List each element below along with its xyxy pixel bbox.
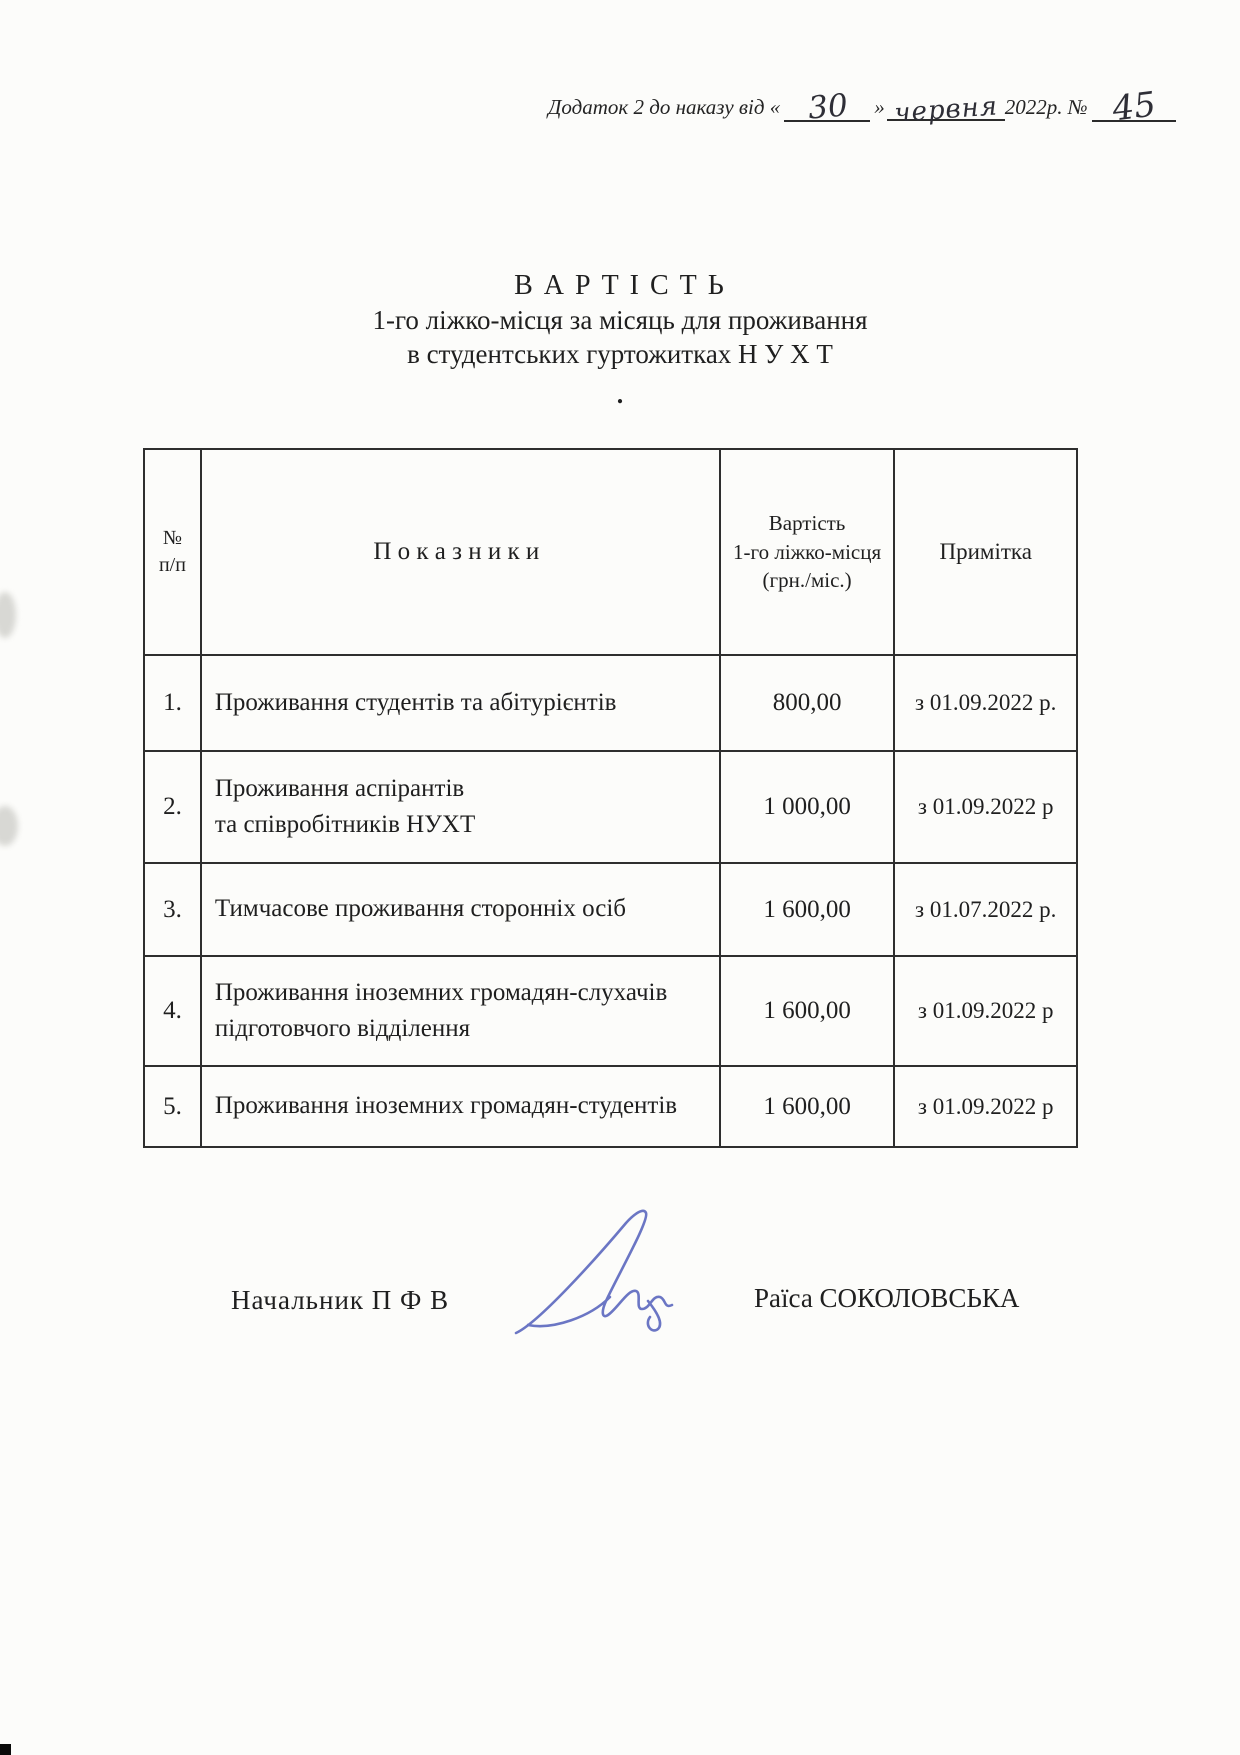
document-title-block bbox=[0, 268, 1240, 412]
appendix-no-label: № bbox=[1067, 95, 1088, 119]
row-indicator-cell bbox=[202, 864, 721, 955]
document-subtitle-line1: 1-го ліжко-місця за місяць для проживання bbox=[372, 305, 868, 336]
row-number-cell bbox=[145, 1067, 202, 1146]
row-cost-cell bbox=[721, 1067, 896, 1146]
header-cell-indicators bbox=[202, 450, 721, 654]
row-cost: 1 600,00 bbox=[763, 895, 851, 923]
signer-name: Раїса СОКОЛОВСЬКА bbox=[754, 1283, 1020, 1313]
row-cost: 1 600,00 bbox=[763, 1092, 851, 1120]
row-cost-cell bbox=[721, 752, 896, 862]
row-cost: 1 000,00 bbox=[763, 793, 851, 820]
row-note: з 01.09.2022 р bbox=[917, 998, 1054, 1023]
appendix-prefix: Додаток 2 до наказу від « bbox=[548, 95, 781, 119]
row-indicator-line1: Тимчасове проживання сторонніх осіб bbox=[214, 895, 627, 923]
row-indicator-cell bbox=[202, 1067, 721, 1146]
row-indicator-line2: підготовчого відділення bbox=[214, 1015, 471, 1042]
scan-smudge bbox=[0, 592, 16, 638]
header-cost-line3: (грн./міс.) bbox=[762, 568, 852, 593]
row-note-cell bbox=[895, 957, 1076, 1065]
row-indicator-cell bbox=[202, 656, 721, 750]
row-number: 5. bbox=[163, 1092, 182, 1120]
header-number-line1: № bbox=[162, 527, 182, 549]
handwritten-month: червня bbox=[893, 91, 999, 129]
row-note: з 01.09.2022 р bbox=[917, 1093, 1054, 1119]
signature-ink-icon bbox=[498, 1205, 688, 1350]
pricing-table bbox=[143, 448, 1078, 1148]
row-note: з 01.07.2022 р. bbox=[915, 896, 1057, 922]
signature bbox=[498, 1205, 688, 1350]
row-number-cell bbox=[145, 656, 202, 750]
row-cost-cell bbox=[721, 864, 896, 955]
row-indicator-line1: Проживання іноземних громадян-слухачів bbox=[214, 978, 668, 1006]
row-number: 2. bbox=[163, 793, 182, 820]
handwritten-month-blank bbox=[887, 91, 1005, 129]
header-indicators-label: П о к а з н и к и bbox=[373, 538, 540, 566]
handwritten-day: 30 bbox=[806, 87, 849, 127]
handwritten-day-blank bbox=[784, 87, 870, 127]
row-number: 1. bbox=[163, 689, 182, 716]
row-indicator-line1: Проживання студентів та абітурієнтів bbox=[214, 688, 617, 716]
scan-corner-mark bbox=[0, 1744, 11, 1755]
table-row bbox=[145, 864, 1076, 957]
row-cost-cell bbox=[721, 957, 896, 1065]
header-cost-line1: Вартість bbox=[768, 511, 846, 536]
signer-role-label: Начальник П Ф В bbox=[231, 1285, 450, 1315]
row-number: 3. bbox=[163, 895, 182, 923]
row-note-cell bbox=[895, 656, 1076, 750]
stray-dot: . bbox=[616, 380, 624, 410]
header-cost-line2: 1-го ліжко-місця bbox=[733, 539, 882, 564]
row-note-cell bbox=[895, 1067, 1076, 1146]
table-row bbox=[145, 1067, 1076, 1146]
document-subtitle-line2: в студентських гуртожитках Н У Х Т bbox=[407, 339, 833, 370]
row-cost: 800,00 bbox=[772, 689, 842, 716]
row-number-cell bbox=[145, 752, 202, 862]
document-title: В А Р Т І С Т Ь bbox=[514, 270, 726, 301]
table-row bbox=[145, 656, 1076, 752]
row-indicator-line1: Проживання іноземних громадян-студентів bbox=[214, 1092, 678, 1120]
table-row bbox=[145, 752, 1076, 864]
appendix-header-line bbox=[548, 84, 1180, 130]
table-row bbox=[145, 957, 1076, 1067]
handwritten-number-blank bbox=[1092, 84, 1176, 130]
header-cell-number bbox=[145, 450, 202, 654]
row-indicator-cell bbox=[202, 752, 721, 862]
row-number: 4. bbox=[163, 997, 182, 1024]
row-indicator-line2: та співробітників НУХТ bbox=[214, 811, 476, 838]
table-header-row bbox=[145, 450, 1076, 656]
row-indicator-cell bbox=[202, 957, 721, 1065]
appendix-year: 2022р. bbox=[1004, 95, 1063, 119]
row-note: з 01.09.2022 р. bbox=[915, 690, 1057, 715]
appendix-close-quote: » bbox=[874, 95, 885, 119]
row-number-cell bbox=[145, 957, 202, 1065]
row-note-cell bbox=[895, 752, 1076, 862]
row-indicator-line1: Проживання аспірантів bbox=[214, 774, 465, 802]
row-cost-cell bbox=[721, 656, 896, 750]
header-cell-cost bbox=[721, 450, 896, 654]
row-cost: 1 600,00 bbox=[763, 997, 851, 1024]
header-note-label: Примітка bbox=[939, 539, 1032, 565]
row-note: з 01.09.2022 р bbox=[917, 794, 1054, 819]
row-note-cell bbox=[895, 864, 1076, 955]
header-number-line2: п/п bbox=[158, 554, 186, 576]
row-number-cell bbox=[145, 864, 202, 955]
handwritten-number: 45 bbox=[1110, 84, 1158, 130]
header-cell-note bbox=[895, 450, 1076, 654]
scan-smudge bbox=[0, 806, 18, 846]
